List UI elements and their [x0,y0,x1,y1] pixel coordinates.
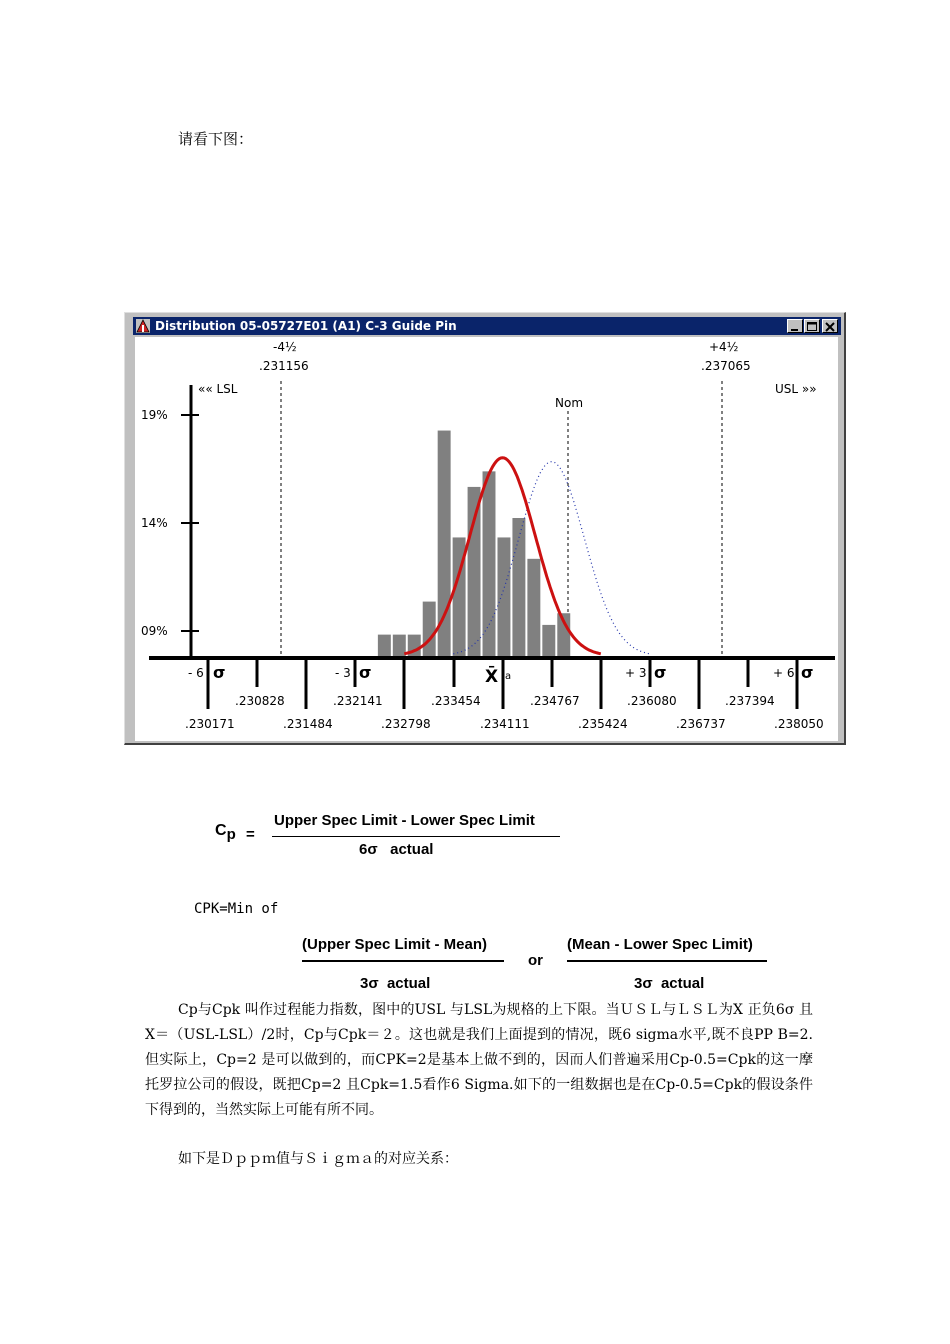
sigma-marker-label: - 6 [188,666,204,680]
cpk-right-numerator: (Mean - Lower Spec Limit) [567,936,753,953]
explanation-paragraph: Cp与Cpk 叫作过程能力指数，图中的USL 与LSL为规格的上下限。当ＵＳＬ与ＬＳＬ为X 正负6σ 且X＝（USL-LSL）/2时，Cp与Cpk＝２。这也就是我们上面提到的情况，既6 sigma水平,既不良PP B=2.但实际上，Cp=2 是可以做到的，而CPK=2是基本上做不到的，因而人们普遍采用Cp-0.5=Cpk的这一摩托罗拉公司的假设，既把Cp=2 且Cpk=1.5看作6 Sigma.如下的一组数据也是在Cp-0.5=Cpk的假设条件下得到的，当然实际上可能有所不同。 [145,1002,813,1118]
cp-numerator: Upper Spec Limit - Lower Spec Limit [274,812,535,829]
minimize-icon [788,321,802,333]
cpk-label: CPK=Min of [194,901,279,917]
plus-4-5-value: .237065 [701,359,751,373]
x-tick-label-upper: .237394 [725,694,775,708]
close-icon [823,321,837,333]
x-tick-label-upper: .236080 [627,694,677,708]
histogram-bar [378,635,391,656]
cpk-right-fraction-bar [567,960,767,962]
distribution-window [124,312,846,745]
x-tick-label-upper: .234767 [530,694,580,708]
x-tick-label-lower: .231484 [283,717,333,731]
x-tick-label-lower: .230171 [185,717,235,731]
minimize-button[interactable] [787,319,803,333]
nominal-label: Nom [555,396,584,410]
sigma-symbol: σ [801,663,814,682]
cpk-left-numerator: (Upper Spec Limit - Mean) [302,936,488,953]
x-tick-label-lower: .232798 [381,717,431,731]
window-titlebar[interactable] [133,317,841,335]
mean-symbol: X̄ [485,667,499,687]
maximize-icon [805,321,819,333]
cpk-left-fraction-bar [302,960,504,962]
cp-symbol [215,822,236,843]
cp-symbol-subscript: p [226,826,236,844]
sigma-symbol: σ [654,663,667,682]
usl-label: USL »» [775,382,817,396]
x-tick-label-lower: .236737 [676,717,726,731]
dppm-sigma-intro: 如下是Ｄｐｐｍ值与Ｓｉｇｍａ的对应关系： [178,1151,458,1167]
intro-text: 请看下图： [178,130,254,148]
cpk-right-denominator: 3σ actual [634,975,705,992]
x-tick-label-lower: .238050 [774,717,824,731]
cpk-or: or [528,952,543,969]
x-tick-label-upper: .230828 [235,694,285,708]
plus-4-5-label: +4½ [709,340,739,354]
close-button[interactable] [822,319,838,333]
y-tick-label: 14% [141,516,168,530]
sigma-symbol: σ [359,663,372,682]
minus-4-5-label: -4½ [273,340,297,354]
maximize-button[interactable] [804,319,820,333]
mean-subscript: a [505,671,512,682]
lsl-label: «« LSL [198,382,238,396]
minus-4-5-value: .231156 [259,359,309,373]
histogram-bars [378,431,570,656]
cp-equals: = [246,826,255,843]
distribution-chart [135,337,838,741]
x-tick-label-lower: .235424 [578,717,628,731]
x-tick-label-upper: .233454 [431,694,481,708]
window-title: Distribution 05-05727E01 (A1) C-3 Guide Pin [155,319,457,333]
sigma-marker-label: + 3 [625,666,647,680]
x-tick-label-lower: .234111 [480,717,530,731]
histogram-bar [393,635,406,656]
cpk-left-denominator: 3σ actual [360,975,431,992]
cp-denominator: 6σ actual [359,841,434,858]
app-icon [136,319,150,333]
histogram-bar [542,625,555,656]
histogram-bar [497,537,510,656]
cp-symbol-main: C [215,822,227,839]
y-tick-label: 09% [141,624,168,638]
sigma-marker-label: - 3 [335,666,351,680]
chart-area [135,337,838,741]
histogram-bar [483,471,496,656]
histogram-bar [468,487,481,656]
histogram-bar [423,602,436,656]
x-tick-label-upper: .232141 [333,694,383,708]
histogram-bar [527,559,540,656]
histogram-bar [512,518,525,656]
sigma-marker-label: + 6 [773,666,795,680]
cp-fraction-bar [272,836,560,837]
sigma-symbol: σ [213,663,226,682]
y-tick-label: 19% [141,408,168,422]
